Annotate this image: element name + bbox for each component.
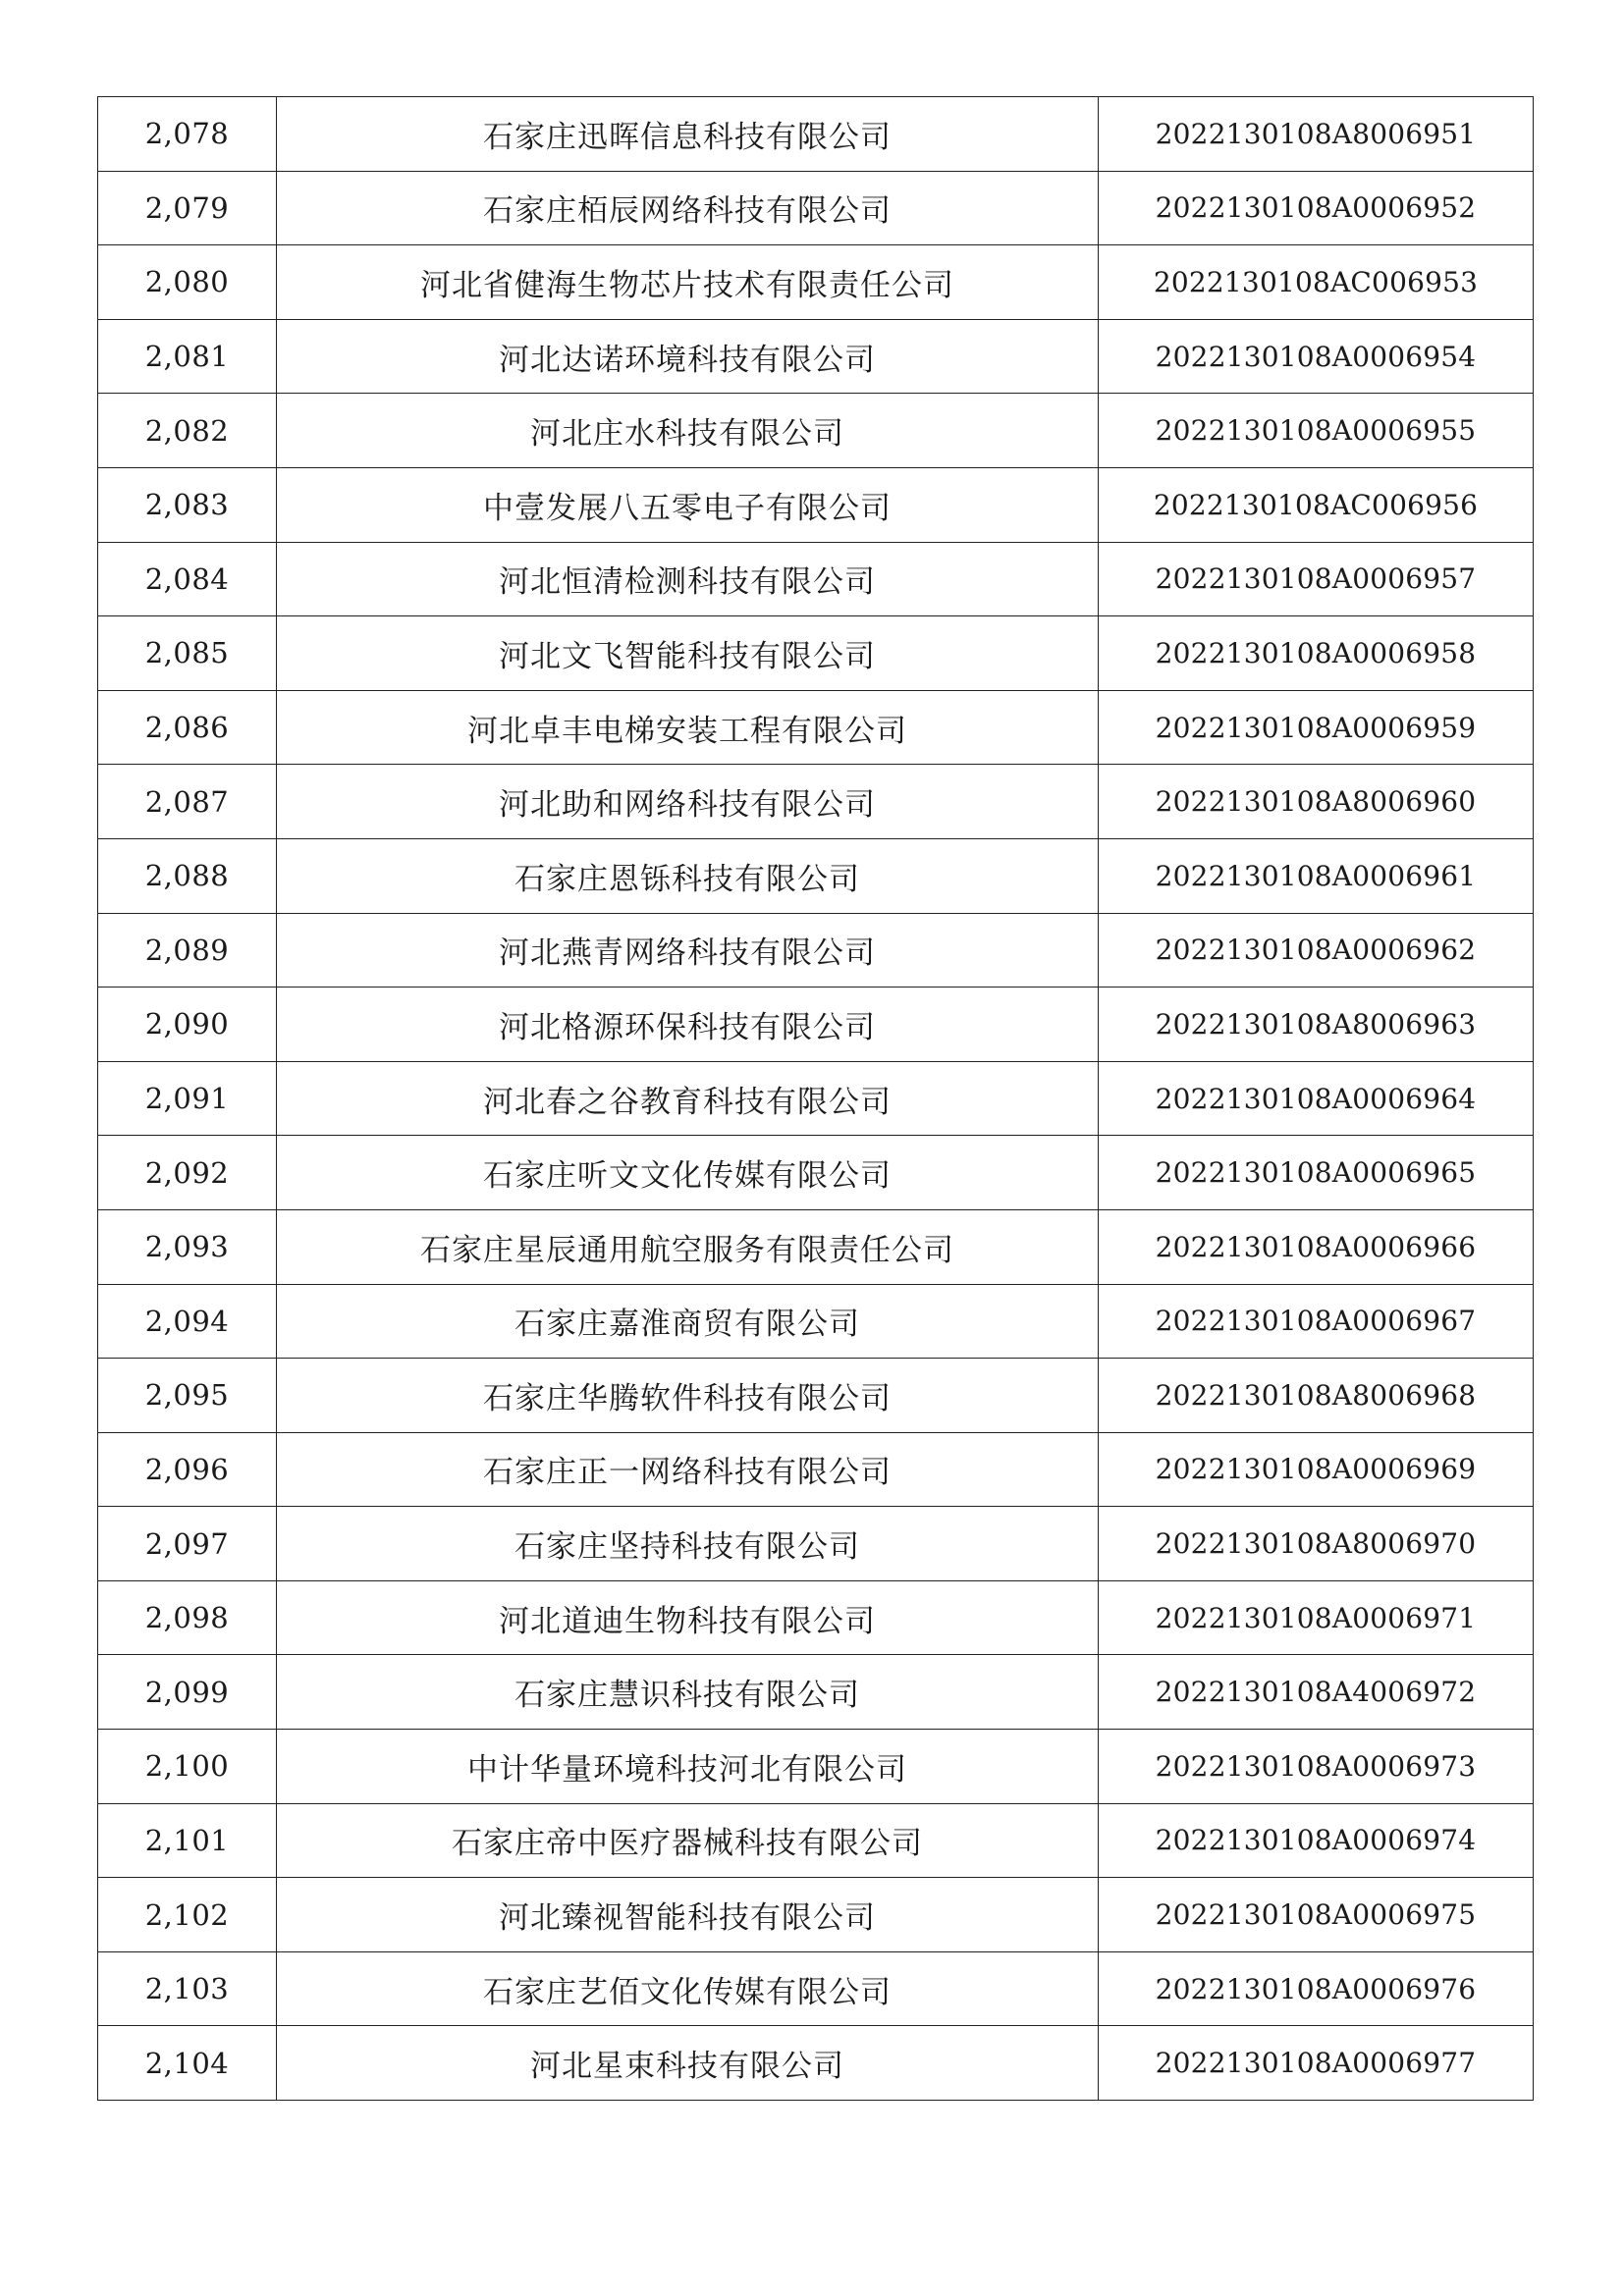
company-name-cell: 石家庄嘉淮商贸有限公司 <box>277 1284 1099 1359</box>
company-name-cell: 河北臻视智能科技有限公司 <box>277 1878 1099 1952</box>
company-name-cell: 石家庄慧识科技有限公司 <box>277 1655 1099 1730</box>
company-name-cell: 河北庄水科技有限公司 <box>277 394 1099 468</box>
company-name-cell: 河北格源环保科技有限公司 <box>277 988 1099 1062</box>
table-row <box>98 1951 1534 2026</box>
registration-code-cell: 2022130108A0006966 <box>1099 1209 1534 1284</box>
company-name-cell: 石家庄迅晖信息科技有限公司 <box>277 97 1099 172</box>
row-number-cell: 2,096 <box>98 1432 277 1507</box>
table-row <box>98 1730 1534 1804</box>
table-row <box>98 988 1534 1062</box>
registration-code-cell: 2022130108A8006963 <box>1099 988 1534 1062</box>
table-row <box>98 1284 1534 1359</box>
row-number-cell: 2,088 <box>98 838 277 913</box>
registration-code-cell: 2022130108A8006951 <box>1099 97 1534 172</box>
company-name-cell: 石家庄栢辰网络科技有限公司 <box>277 171 1099 245</box>
registration-code-cell: 2022130108A0006973 <box>1099 1730 1534 1804</box>
row-number-cell: 2,098 <box>98 1580 277 1655</box>
company-name-cell: 河北助和网络科技有限公司 <box>277 765 1099 839</box>
registration-code-cell: 2022130108A0006969 <box>1099 1432 1534 1507</box>
company-name-cell: 石家庄华腾软件科技有限公司 <box>277 1359 1099 1433</box>
table-row <box>98 542 1534 616</box>
registration-code-cell: 2022130108A0006964 <box>1099 1061 1534 1136</box>
registration-code-cell: 2022130108A0006957 <box>1099 542 1534 616</box>
registration-code-cell: 2022130108A0006975 <box>1099 1878 1534 1952</box>
row-number-cell: 2,090 <box>98 988 277 1062</box>
table-row <box>98 1359 1534 1433</box>
table-row <box>98 1803 1534 1878</box>
registry-table-body <box>98 97 1534 2101</box>
registration-code-cell: 2022130108A0006954 <box>1099 319 1534 394</box>
row-number-cell: 2,080 <box>98 245 277 320</box>
table-row <box>98 2026 1534 2101</box>
registration-code-cell: 2022130108A0006955 <box>1099 394 1534 468</box>
row-number-cell: 2,085 <box>98 616 277 691</box>
row-number-cell: 2,093 <box>98 1209 277 1284</box>
company-name-cell: 石家庄听文文化传媒有限公司 <box>277 1136 1099 1210</box>
registration-code-cell: 2022130108A0006971 <box>1099 1580 1534 1655</box>
registration-code-cell: 2022130108A0006959 <box>1099 690 1534 765</box>
row-number-cell: 2,087 <box>98 765 277 839</box>
row-number-cell: 2,103 <box>98 1951 277 2026</box>
registration-code-cell: 2022130108A8006970 <box>1099 1507 1534 1581</box>
row-number-cell: 2,083 <box>98 467 277 542</box>
table-row <box>98 1061 1534 1136</box>
table-row <box>98 467 1534 542</box>
table-row <box>98 765 1534 839</box>
company-name-cell: 河北星束科技有限公司 <box>277 2026 1099 2101</box>
table-row <box>98 319 1534 394</box>
registration-code-cell: 2022130108A0006967 <box>1099 1284 1534 1359</box>
row-number-cell: 2,092 <box>98 1136 277 1210</box>
table-row <box>98 1878 1534 1952</box>
registration-code-cell: 2022130108A8006960 <box>1099 765 1534 839</box>
row-number-cell: 2,097 <box>98 1507 277 1581</box>
table-row <box>98 1136 1534 1210</box>
company-name-cell: 河北达诺环境科技有限公司 <box>277 319 1099 394</box>
table-row <box>98 1655 1534 1730</box>
table-row <box>98 838 1534 913</box>
table-row <box>98 616 1534 691</box>
row-number-cell: 2,086 <box>98 690 277 765</box>
table-row <box>98 690 1534 765</box>
table-row <box>98 245 1534 320</box>
registration-code-cell: 2022130108AC006953 <box>1099 245 1534 320</box>
company-name-cell: 石家庄星辰通用航空服务有限责任公司 <box>277 1209 1099 1284</box>
row-number-cell: 2,089 <box>98 913 277 988</box>
registration-code-cell: 2022130108A0006962 <box>1099 913 1534 988</box>
row-number-cell: 2,094 <box>98 1284 277 1359</box>
registration-code-cell: 2022130108A0006976 <box>1099 1951 1534 2026</box>
company-name-cell: 石家庄坚持科技有限公司 <box>277 1507 1099 1581</box>
row-number-cell: 2,099 <box>98 1655 277 1730</box>
registration-code-cell: 2022130108A0006952 <box>1099 171 1534 245</box>
company-name-cell: 中壹发展八五零电子有限公司 <box>277 467 1099 542</box>
row-number-cell: 2,102 <box>98 1878 277 1952</box>
table-row <box>98 1209 1534 1284</box>
row-number-cell: 2,082 <box>98 394 277 468</box>
company-name-cell: 河北文飞智能科技有限公司 <box>277 616 1099 691</box>
table-row <box>98 97 1534 172</box>
row-number-cell: 2,084 <box>98 542 277 616</box>
company-name-cell: 河北春之谷教育科技有限公司 <box>277 1061 1099 1136</box>
row-number-cell: 2,101 <box>98 1803 277 1878</box>
company-name-cell: 中计华量环境科技河北有限公司 <box>277 1730 1099 1804</box>
company-name-cell: 河北恒清检测科技有限公司 <box>277 542 1099 616</box>
registration-code-cell: 2022130108A8006968 <box>1099 1359 1534 1433</box>
row-number-cell: 2,100 <box>98 1730 277 1804</box>
row-number-cell: 2,091 <box>98 1061 277 1136</box>
registration-code-cell: 2022130108AC006956 <box>1099 467 1534 542</box>
table-row <box>98 1432 1534 1507</box>
registration-code-cell: 2022130108A0006958 <box>1099 616 1534 691</box>
table-row <box>98 394 1534 468</box>
registry-table <box>97 96 1534 2101</box>
registration-code-cell: 2022130108A4006972 <box>1099 1655 1534 1730</box>
company-name-cell: 石家庄恩铄科技有限公司 <box>277 838 1099 913</box>
company-name-cell: 河北道迪生物科技有限公司 <box>277 1580 1099 1655</box>
registration-code-cell: 2022130108A0006977 <box>1099 2026 1534 2101</box>
company-name-cell: 河北燕青网络科技有限公司 <box>277 913 1099 988</box>
registration-code-cell: 2022130108A0006961 <box>1099 838 1534 913</box>
table-row <box>98 913 1534 988</box>
registration-code-cell: 2022130108A0006965 <box>1099 1136 1534 1210</box>
table-row <box>98 1507 1534 1581</box>
row-number-cell: 2,078 <box>98 97 277 172</box>
row-number-cell: 2,079 <box>98 171 277 245</box>
row-number-cell: 2,095 <box>98 1359 277 1433</box>
company-name-cell: 石家庄艺佰文化传媒有限公司 <box>277 1951 1099 2026</box>
registration-code-cell: 2022130108A0006974 <box>1099 1803 1534 1878</box>
table-row <box>98 1580 1534 1655</box>
row-number-cell: 2,104 <box>98 2026 277 2101</box>
company-name-cell: 石家庄正一网络科技有限公司 <box>277 1432 1099 1507</box>
company-name-cell: 河北卓丰电梯安装工程有限公司 <box>277 690 1099 765</box>
row-number-cell: 2,081 <box>98 319 277 394</box>
table-row <box>98 171 1534 245</box>
company-name-cell: 石家庄帝中医疗器械科技有限公司 <box>277 1803 1099 1878</box>
company-name-cell: 河北省健海生物芯片技术有限责任公司 <box>277 245 1099 320</box>
